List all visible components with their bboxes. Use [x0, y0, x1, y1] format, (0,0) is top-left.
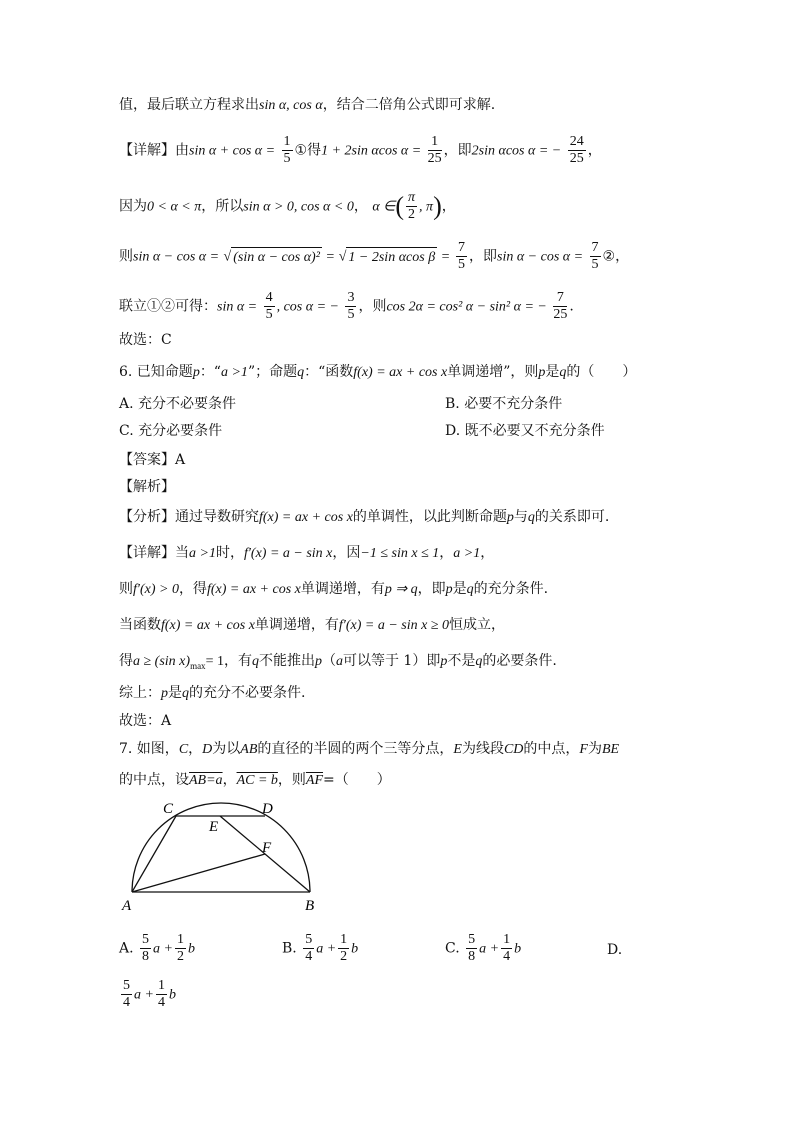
text: ，因	[332, 545, 361, 561]
answer-label: 【答案】A	[119, 452, 186, 468]
numerator: 1	[340, 932, 348, 947]
text: 的直径的半圆的两个三等分点，	[257, 741, 454, 757]
text: 综上：	[119, 685, 161, 701]
text-line: 则sin α − cos α = √ (sin α − cos α)² = √ 1 − 2sin αcos β = $\frac{7}{5}$ ，即sin α − cos α = $\frac{7}{5}$ ②，	[119, 240, 630, 272]
text: 与	[513, 509, 528, 525]
math: p	[538, 365, 546, 380]
denominator: 4	[123, 995, 130, 1010]
text: 的（ ）	[566, 364, 637, 380]
option-d: D.	[607, 942, 623, 958]
fraction	[338, 932, 349, 965]
text: ①得	[294, 142, 322, 159]
math: b	[351, 941, 359, 957]
math: C	[178, 742, 189, 757]
fraction	[428, 134, 442, 167]
math: q	[297, 365, 305, 380]
fraction	[282, 134, 293, 167]
math: sin α − cos α =	[133, 249, 220, 265]
text-line	[119, 651, 557, 676]
numerator: 24	[569, 134, 584, 149]
text: ，	[222, 772, 237, 788]
text: （	[321, 653, 336, 669]
text: ，结合二倍角公式即可求解.	[322, 97, 496, 113]
text: ，	[439, 545, 454, 561]
math: a +	[134, 987, 154, 1003]
text: ，即	[469, 248, 497, 265]
math: a	[335, 654, 343, 669]
math: CD	[503, 742, 524, 757]
denominator: 5	[458, 257, 465, 272]
denominator: 8	[142, 949, 150, 964]
math: p	[506, 510, 514, 525]
denominator: 2	[340, 949, 348, 964]
text: ，有	[223, 653, 252, 669]
text-line	[119, 290, 574, 323]
text: 是	[168, 685, 182, 701]
math: q	[466, 582, 474, 597]
text: 为线段	[461, 741, 504, 757]
option-a	[119, 932, 195, 965]
denominator: 25	[427, 151, 442, 166]
fraction	[406, 190, 417, 223]
text: 的必要条件.	[482, 653, 557, 669]
denominator: 5	[591, 257, 599, 272]
numerator: 7	[553, 290, 567, 307]
numerator: 7	[591, 240, 599, 255]
fraction	[264, 290, 275, 323]
math: sin α − cos α =	[497, 249, 584, 265]
text: 为以	[212, 741, 241, 757]
math: =	[326, 249, 335, 265]
text: 值，最后联立方程求出	[119, 97, 259, 113]
text: 可以等于 1）即	[342, 653, 441, 669]
math: 2sin αcos α = −	[471, 143, 562, 159]
math: AC = b	[236, 773, 278, 788]
math: 0 < α < π	[147, 199, 202, 215]
subscript: max	[190, 660, 206, 671]
option-b	[282, 932, 358, 965]
text-line	[119, 615, 505, 636]
math: f′(x) = a − sin x ≥ 0	[338, 618, 450, 633]
detail-line	[119, 134, 602, 167]
sqrt: 1 − 2sin αcos β	[346, 247, 437, 268]
numerator: 1	[176, 932, 184, 947]
label-a: A	[122, 898, 132, 914]
math: AB	[240, 742, 258, 757]
fraction	[121, 978, 132, 1011]
text: ：“函数	[304, 364, 354, 380]
text: 不是	[447, 653, 476, 669]
math: $\overline{AF}$	[305, 773, 324, 788]
text: 联立①②可得：	[119, 298, 217, 315]
answer-line: 故选：A	[119, 713, 172, 729]
numerator: π	[408, 190, 416, 205]
text: ，所以	[201, 198, 244, 215]
math: b	[187, 941, 195, 957]
math: −1 ≤ sin x ≤ 1	[360, 546, 440, 561]
text: ，	[587, 142, 602, 159]
question-7	[119, 739, 619, 760]
math: b	[514, 941, 522, 957]
denominator: 4	[305, 949, 313, 964]
option-d: D. 既不必要又不充分条件	[445, 423, 605, 439]
math: a >1	[189, 546, 216, 561]
text: 恒成立，	[449, 617, 506, 633]
text: 时，	[215, 545, 244, 561]
fraction	[140, 932, 151, 965]
text: 为	[587, 741, 602, 757]
text: 当函数	[119, 617, 161, 633]
text: 单调递增，有	[300, 581, 385, 597]
label-f: F	[262, 840, 272, 856]
text: .	[569, 298, 574, 315]
math: b	[168, 987, 176, 1003]
numerator: 4	[265, 290, 273, 305]
label-c: C	[163, 801, 174, 817]
text: 单调递增”，则	[447, 364, 539, 380]
math: a +	[479, 941, 500, 957]
numerator: 1	[428, 134, 442, 151]
option-c	[445, 932, 521, 965]
denominator: 25	[569, 151, 584, 166]
fraction	[590, 240, 601, 273]
math: =	[441, 249, 450, 265]
fraction	[303, 932, 314, 965]
math: BE	[601, 742, 620, 757]
math: sin α =	[217, 299, 258, 315]
text: 因为	[119, 198, 147, 215]
option-letter: C.	[445, 940, 460, 957]
question-6	[119, 362, 636, 383]
math: sin α, cos α	[259, 98, 323, 113]
numerator: 7	[458, 240, 465, 255]
denominator: 8	[468, 949, 476, 964]
text: 是	[545, 364, 560, 380]
math: = 1	[205, 654, 224, 669]
text: 的单调性，以此判断命题	[352, 509, 507, 525]
math: a >1	[220, 365, 248, 380]
label-e: E	[209, 819, 219, 835]
math: p	[314, 654, 322, 669]
text: 则	[119, 248, 133, 265]
math: , π	[419, 199, 434, 215]
fraction	[568, 134, 586, 167]
text: 【详解】当	[119, 545, 189, 561]
denominator: 2	[408, 207, 416, 222]
fraction	[345, 290, 356, 323]
denominator: 5	[283, 151, 291, 166]
math: α ∈	[372, 199, 396, 215]
text: 则	[119, 581, 133, 597]
text: ：“	[199, 364, 221, 380]
math: AB=a	[189, 773, 223, 788]
text-line	[119, 579, 548, 600]
text-line: 因为0 < α < π，所以sin α > 0, cos α < 0， α ∈( $\frac{\pi}{2}$ , π)，	[119, 190, 456, 222]
numerator: 1	[157, 978, 165, 993]
text: ，得	[178, 581, 207, 597]
analysis-label: 【解析】	[119, 479, 175, 495]
math: , cos α = −	[276, 299, 339, 315]
math: f(x) = ax + cos x	[161, 618, 255, 633]
fraction	[156, 978, 167, 1011]
answer-line: 故选：C	[119, 332, 172, 348]
option-a: A. 充分不必要条件	[119, 396, 237, 412]
text: 不能推出	[258, 653, 315, 669]
option-letter: A.	[119, 940, 134, 957]
text: ，即	[443, 142, 472, 159]
text: 得	[119, 653, 133, 669]
text: 单调递增，有	[254, 617, 339, 633]
math: sin α > 0, cos α < 0	[243, 199, 354, 215]
numerator: 5	[142, 932, 150, 947]
math: E	[453, 742, 462, 757]
text: ，	[480, 545, 495, 561]
segment-ac	[132, 816, 176, 892]
math: a ≥ (sin x)	[133, 654, 191, 669]
text: =（ ）	[323, 772, 391, 788]
text: 的充分不必要条件.	[189, 685, 306, 701]
math: f′(x) > 0	[133, 582, 179, 597]
denominator: 2	[176, 949, 184, 964]
label-b: B	[305, 898, 315, 914]
math: q	[475, 654, 483, 669]
detail-line	[119, 543, 494, 564]
text: ”；命题	[247, 364, 298, 380]
math: a +	[316, 941, 337, 957]
numerator: 3	[347, 290, 355, 305]
text: ②，	[602, 248, 630, 265]
math: sin α + cos α =	[189, 143, 276, 159]
numerator: 1	[503, 932, 511, 947]
denominator: 5	[265, 307, 273, 322]
fraction	[553, 290, 567, 323]
math: a >1	[453, 546, 481, 561]
math: p ⇒ q	[384, 582, 418, 597]
numerator: 1	[283, 134, 291, 149]
text: ，	[353, 198, 368, 215]
text: 7. 如图，	[119, 741, 179, 757]
text: 的充分条件.	[473, 581, 549, 597]
denominator: 4	[503, 949, 511, 964]
math: D	[202, 742, 213, 757]
sqrt: (sin α − cos α)²	[231, 247, 322, 268]
text-line	[119, 683, 305, 704]
text: 【详解】由	[119, 142, 189, 159]
text: 【分析】通过导数研究	[119, 509, 259, 525]
math: cos 2α = cos² α − sin² α = −	[386, 299, 547, 315]
denominator: 5	[347, 307, 355, 322]
denominator: 4	[157, 995, 165, 1010]
numerator: 5	[468, 932, 476, 947]
fraction	[501, 932, 512, 965]
text: ，则	[277, 772, 306, 788]
math: a +	[153, 941, 173, 957]
math: p	[440, 654, 448, 669]
fraction	[456, 240, 467, 273]
math: q	[559, 365, 567, 380]
semicircle-figure	[110, 798, 330, 918]
option-letter: B.	[282, 940, 297, 957]
text: ，	[188, 741, 203, 757]
math: f(x) = ax + cos x	[353, 365, 448, 380]
text-line	[119, 95, 495, 116]
analysis-line	[119, 507, 609, 528]
text: 的中点，设	[119, 772, 189, 788]
text: 是	[452, 581, 467, 597]
segment-af	[132, 854, 265, 892]
math: p	[445, 582, 453, 597]
option-c: C. 充分必要条件	[119, 423, 223, 439]
math: f(x) = ax + cos x	[259, 510, 353, 525]
math: q	[182, 686, 189, 701]
math: p	[161, 686, 168, 701]
option-d-value	[119, 978, 176, 1011]
text: ，即	[417, 581, 446, 597]
denominator: 25	[553, 307, 568, 322]
fraction	[466, 932, 477, 965]
text: 6. 已知命题	[119, 364, 193, 380]
question-7-cont	[119, 770, 391, 791]
text: 的中点，	[523, 741, 580, 757]
math: f(x) = ax + cos x	[206, 582, 301, 597]
fraction	[175, 932, 186, 965]
text: ，则	[358, 298, 387, 315]
math: f′(x) = a − sin x	[243, 546, 333, 561]
text: 的关系即可.	[534, 509, 610, 525]
math: F	[579, 742, 588, 757]
text: ，	[441, 198, 456, 215]
numerator: 5	[305, 932, 313, 947]
numerator: 5	[123, 978, 130, 993]
math: q	[251, 654, 259, 669]
math: 1 + 2sin αcos α =	[321, 143, 422, 159]
math: q	[527, 510, 535, 525]
label-d: D	[262, 801, 273, 817]
math: p	[192, 365, 200, 380]
option-b: B. 必要不充分条件	[445, 396, 563, 412]
